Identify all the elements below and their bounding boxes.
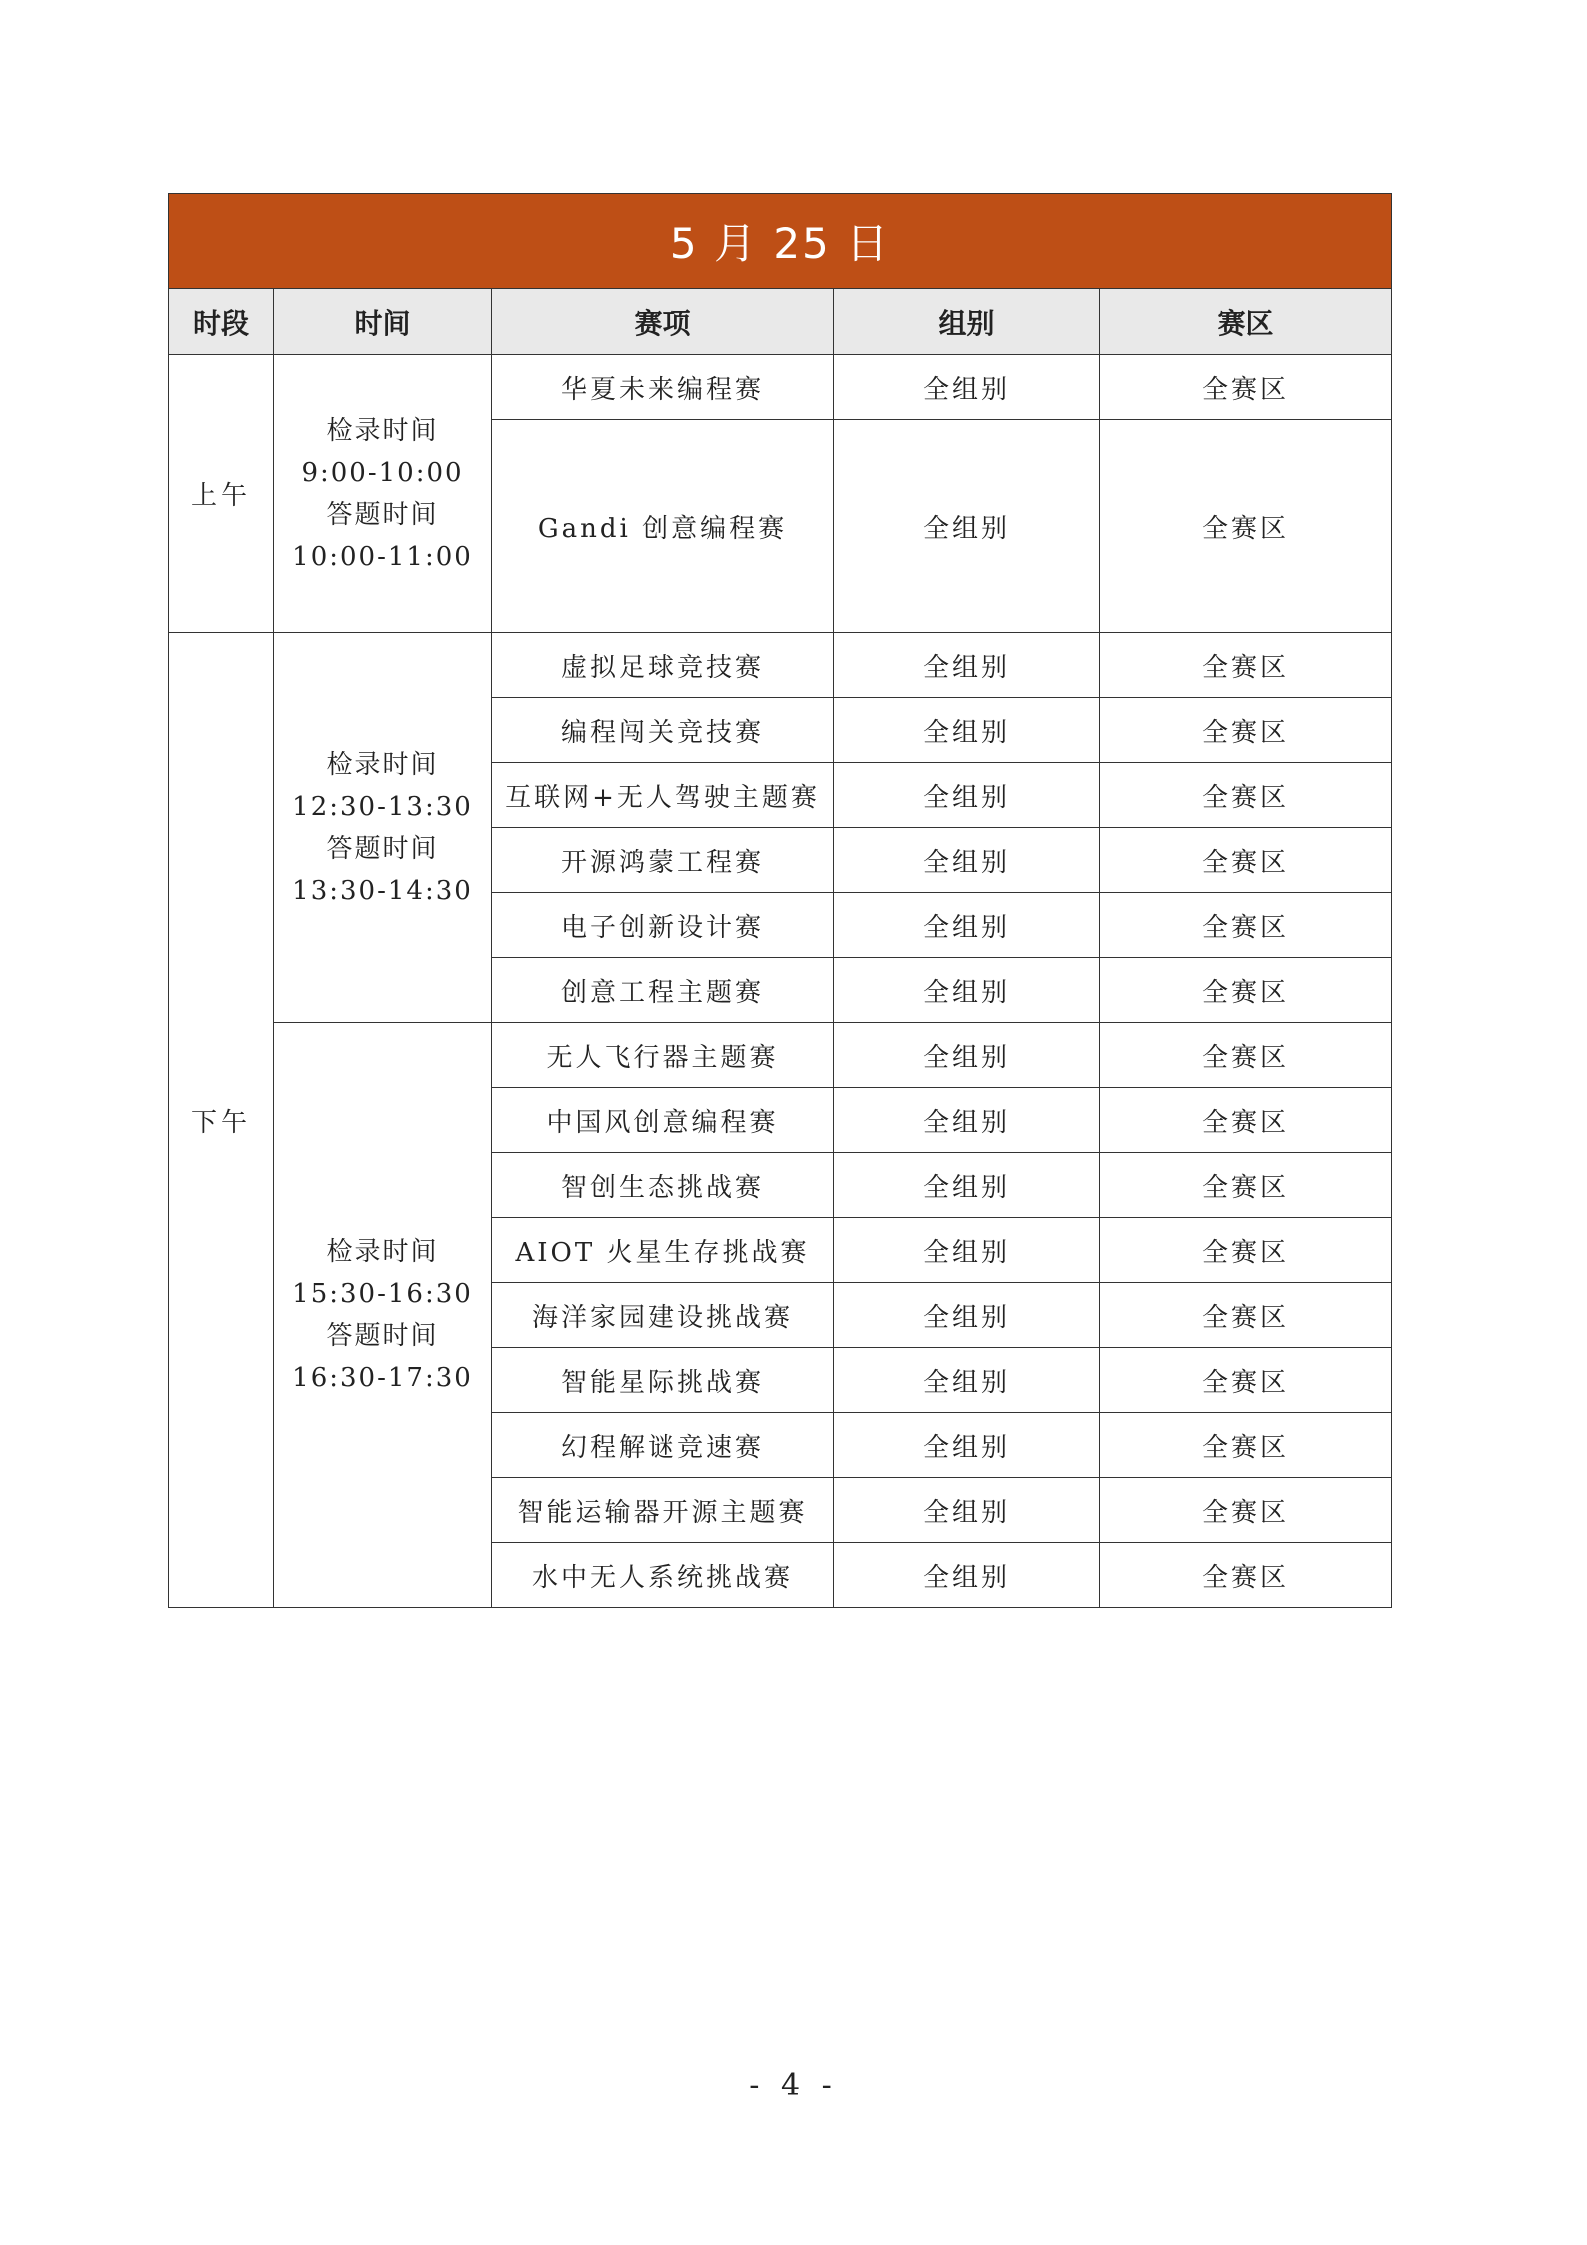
region-cell: 全赛区 <box>1100 420 1392 633</box>
event-cell: 互联网+无人驾驶主题赛 <box>492 763 834 828</box>
region-cell: 全赛区 <box>1100 1088 1392 1153</box>
table-row <box>169 355 1392 420</box>
schedule-table <box>168 193 1392 1608</box>
region-cell: 全赛区 <box>1100 1283 1392 1348</box>
period-morning: 上午 <box>169 355 274 633</box>
region-cell: 全赛区 <box>1100 355 1392 420</box>
event-cell: 开源鸿蒙工程赛 <box>492 828 834 893</box>
period-afternoon: 下午 <box>169 633 274 1608</box>
group-cell: 全组别 <box>834 1283 1100 1348</box>
table-row <box>169 633 1392 698</box>
page-number: - 4 - <box>749 2068 838 2103</box>
title-row <box>169 194 1392 289</box>
region-cell: 全赛区 <box>1100 828 1392 893</box>
event-cell: 电子创新设计赛 <box>492 893 834 958</box>
group-cell: 全组别 <box>834 633 1100 698</box>
answer-label: 答题时间 <box>326 833 439 864</box>
event-cell: 海洋家园建设挑战赛 <box>492 1283 834 1348</box>
group-cell: 全组别 <box>834 1413 1100 1478</box>
header-period: 时段 <box>169 289 274 355</box>
checkin-time: 9:00-10:00 <box>301 457 464 488</box>
group-cell: 全组别 <box>834 355 1100 420</box>
group-cell: 全组别 <box>834 958 1100 1023</box>
answer-label: 答题时间 <box>326 499 439 530</box>
event-cell: 智创生态挑战赛 <box>492 1153 834 1218</box>
checkin-time: 15:30-16:30 <box>292 1279 473 1309</box>
region-cell: 全赛区 <box>1100 958 1392 1023</box>
header-region: 赛区 <box>1100 289 1392 355</box>
answer-time: 13:30-14:30 <box>292 875 473 906</box>
group-cell: 全组别 <box>834 1218 1100 1283</box>
header-time: 时间 <box>274 289 492 355</box>
region-cell: 全赛区 <box>1100 1218 1392 1283</box>
header-event: 赛项 <box>492 289 834 355</box>
event-cell: 中国风创意编程赛 <box>492 1088 834 1153</box>
time-block-afternoon-2 <box>274 1023 492 1608</box>
header-row <box>169 289 1392 355</box>
header-group: 组别 <box>834 289 1100 355</box>
group-cell: 全组别 <box>834 828 1100 893</box>
region-cell: 全赛区 <box>1100 698 1392 763</box>
answer-time: 10:00-11:00 <box>292 541 473 572</box>
group-cell: 全组别 <box>834 1153 1100 1218</box>
event-cell: Gandi 创意编程赛 <box>492 420 834 633</box>
checkin-label: 检录时间 <box>326 415 439 446</box>
checkin-label: 检录时间 <box>326 1237 439 1267</box>
group-cell: 全组别 <box>834 893 1100 958</box>
group-cell: 全组别 <box>834 698 1100 763</box>
region-cell: 全赛区 <box>1100 1413 1392 1478</box>
event-cell: 华夏未来编程赛 <box>492 355 834 420</box>
region-cell: 全赛区 <box>1100 1348 1392 1413</box>
group-cell: 全组别 <box>834 1543 1100 1608</box>
answer-time: 16:30-17:30 <box>292 1363 473 1393</box>
region-cell: 全赛区 <box>1100 1478 1392 1543</box>
event-cell: 幻程解谜竞速赛 <box>492 1413 834 1478</box>
group-cell: 全组别 <box>834 1478 1100 1543</box>
event-cell: AIOT 火星生存挑战赛 <box>492 1218 834 1283</box>
event-cell: 编程闯关竞技赛 <box>492 698 834 763</box>
group-cell: 全组别 <box>834 1088 1100 1153</box>
table-title: 5 月 25 日 <box>169 194 1392 289</box>
region-cell: 全赛区 <box>1100 633 1392 698</box>
event-cell: 创意工程主题赛 <box>492 958 834 1023</box>
region-cell: 全赛区 <box>1100 1543 1392 1608</box>
time-block-afternoon-1 <box>274 633 492 1023</box>
group-cell: 全组别 <box>834 420 1100 633</box>
event-cell: 虚拟足球竞技赛 <box>492 633 834 698</box>
region-cell: 全赛区 <box>1100 1153 1392 1218</box>
event-cell: 水中无人系统挑战赛 <box>492 1543 834 1608</box>
region-cell: 全赛区 <box>1100 763 1392 828</box>
group-cell: 全组别 <box>834 1023 1100 1088</box>
checkin-label: 检录时间 <box>326 749 439 780</box>
event-cell: 智能运输器开源主题赛 <box>492 1478 834 1543</box>
region-cell: 全赛区 <box>1100 893 1392 958</box>
checkin-time: 12:30-13:30 <box>292 791 473 822</box>
region-cell: 全赛区 <box>1100 1023 1392 1088</box>
event-cell: 智能星际挑战赛 <box>492 1348 834 1413</box>
answer-label: 答题时间 <box>326 1321 439 1351</box>
group-cell: 全组别 <box>834 1348 1100 1413</box>
event-cell: 无人飞行器主题赛 <box>492 1023 834 1088</box>
table-row <box>169 1023 1392 1088</box>
time-block-morning <box>274 355 492 633</box>
group-cell: 全组别 <box>834 763 1100 828</box>
